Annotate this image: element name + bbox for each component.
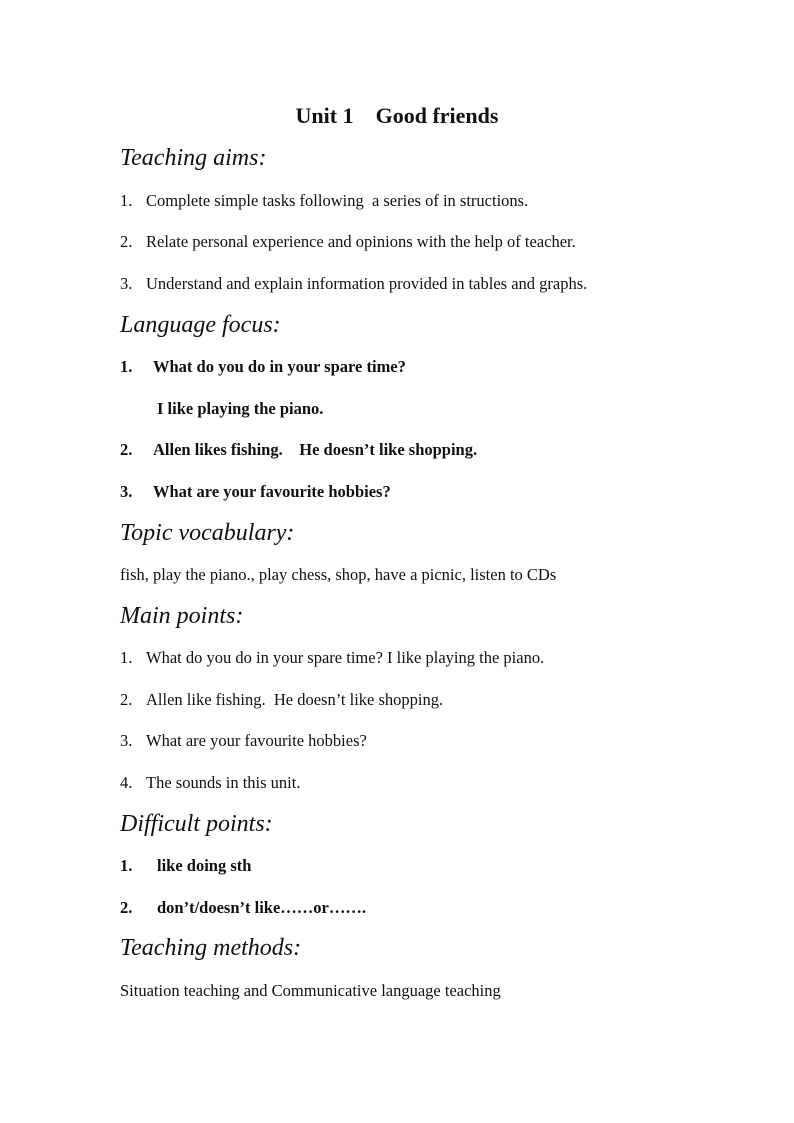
heading-language-focus: Language focus: bbox=[120, 312, 281, 338]
vocab-text: fish, play the piano., play chess, shop, have a picnic, listen to CDs bbox=[120, 565, 557, 584]
item-number: 1. bbox=[120, 357, 133, 376]
aims-item-1 bbox=[120, 191, 528, 211]
item-number: 2. bbox=[120, 690, 133, 709]
item-text: Understand and explain information provided in tables and graphs. bbox=[146, 274, 588, 293]
main-item-3 bbox=[120, 731, 367, 751]
document-title: Unit 1 Good friends bbox=[295, 103, 499, 128]
item-text: The sounds in this unit. bbox=[146, 773, 301, 792]
item-text: Allen like fishing. He doesn’t like shopping. bbox=[146, 690, 444, 709]
item-text: What are your favourite hobbies? bbox=[146, 731, 367, 750]
main-item-1 bbox=[120, 648, 544, 668]
language-item-answer bbox=[157, 399, 323, 419]
item-number: 4. bbox=[120, 773, 133, 792]
heading-teaching-aims: Teaching aims: bbox=[120, 145, 267, 171]
item-number: 1. bbox=[120, 191, 133, 210]
item-text: Relate personal experience and opinions with the help of teacher. bbox=[146, 232, 576, 251]
language-item-2 bbox=[120, 440, 477, 460]
main-item-2 bbox=[120, 690, 443, 710]
item-number: 1. bbox=[120, 648, 133, 667]
language-item-1 bbox=[120, 357, 406, 377]
item-number: 3. bbox=[120, 274, 133, 293]
item-text: What do you do in your spare time? bbox=[153, 357, 406, 376]
heading-main-points: Main points: bbox=[120, 603, 244, 629]
main-item-4 bbox=[120, 773, 300, 793]
methods-text: Situation teaching and Communicative language teaching bbox=[120, 981, 501, 1000]
difficult-item-1 bbox=[120, 856, 251, 876]
item-text: What do you do in your spare time? I like playing the piano. bbox=[146, 648, 545, 667]
item-number: 1. bbox=[120, 856, 133, 875]
item-text: like doing sth bbox=[157, 856, 252, 875]
item-text: don’t/doesn’t like……or……. bbox=[157, 898, 367, 917]
aims-item-3 bbox=[120, 274, 587, 294]
difficult-item-2 bbox=[120, 898, 366, 918]
language-item-3 bbox=[120, 482, 391, 502]
item-text: What are your favourite hobbies? bbox=[153, 482, 391, 501]
item-number: 2. bbox=[120, 898, 133, 917]
heading-difficult-points: Difficult points: bbox=[120, 811, 273, 837]
aims-item-2 bbox=[120, 232, 576, 252]
item-number: 2. bbox=[120, 232, 133, 251]
item-number: 2. bbox=[120, 440, 133, 459]
item-number: 3. bbox=[120, 482, 133, 501]
heading-teaching-methods: Teaching methods: bbox=[120, 935, 302, 961]
item-text: Allen likes fishing. He doesn’t like shopping. bbox=[153, 440, 478, 459]
item-text: I like playing the piano. bbox=[157, 399, 324, 418]
item-text: Complete simple tasks following a series of in structions. bbox=[146, 191, 529, 210]
heading-topic-vocabulary: Topic vocabulary: bbox=[120, 520, 295, 546]
item-number: 3. bbox=[120, 731, 133, 750]
